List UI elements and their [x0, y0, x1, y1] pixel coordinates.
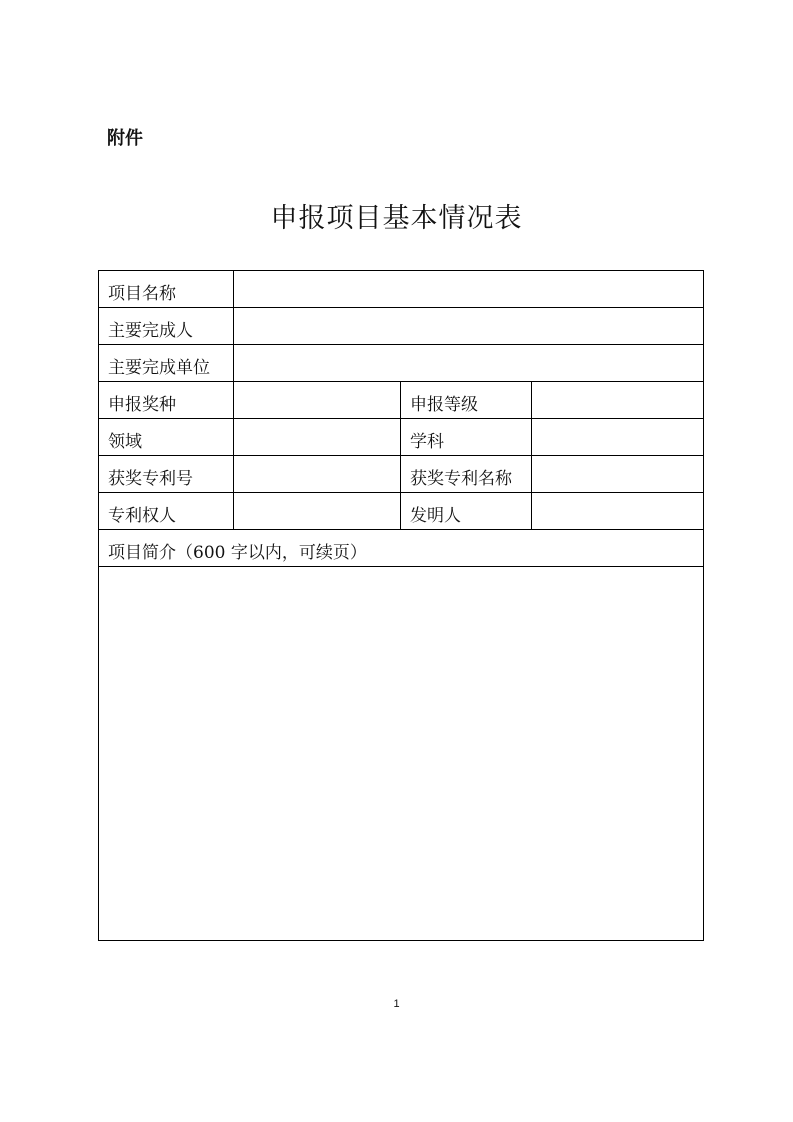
award-level-field[interactable]	[532, 382, 704, 419]
patentee-field[interactable]	[234, 493, 401, 530]
patent-name-label: 获奖专利名称	[401, 456, 532, 493]
main-units-label: 主要完成单位	[99, 345, 234, 382]
patent-number-field[interactable]	[234, 456, 401, 493]
application-form-table	[98, 270, 704, 941]
discipline-label: 学科	[401, 419, 532, 456]
main-units-field[interactable]	[234, 345, 704, 382]
award-level-label: 申报等级	[401, 382, 532, 419]
summary-field[interactable]	[99, 567, 704, 941]
row-patent	[99, 456, 704, 493]
attachment-label: 附件	[107, 128, 143, 149]
project-name-label: 项目名称	[99, 271, 234, 308]
row-project-name	[99, 271, 704, 308]
row-patentee-inventor	[99, 493, 704, 530]
field-field[interactable]	[234, 419, 401, 456]
award-type-field[interactable]	[234, 382, 401, 419]
field-label: 领域	[99, 419, 234, 456]
main-contributors-label: 主要完成人	[99, 308, 234, 345]
main-contributors-field[interactable]	[234, 308, 704, 345]
row-award	[99, 382, 704, 419]
row-summary-header	[99, 530, 704, 567]
row-main-units	[99, 345, 704, 382]
row-main-contributors	[99, 308, 704, 345]
patent-number-label: 获奖专利号	[99, 456, 234, 493]
summary-label: 项目简介（600 字以内，可续页）	[99, 530, 704, 567]
project-name-field[interactable]	[234, 271, 704, 308]
page-number: 1	[393, 998, 400, 1010]
row-summary-body	[99, 567, 704, 941]
document-title: 申报项目基本情况表	[270, 203, 523, 234]
patentee-label: 专利权人	[99, 493, 234, 530]
row-field-discipline	[99, 419, 704, 456]
inventor-field[interactable]	[532, 493, 704, 530]
discipline-field[interactable]	[532, 419, 704, 456]
award-type-label: 申报奖种	[99, 382, 234, 419]
patent-name-field[interactable]	[532, 456, 704, 493]
inventor-label: 发明人	[401, 493, 532, 530]
